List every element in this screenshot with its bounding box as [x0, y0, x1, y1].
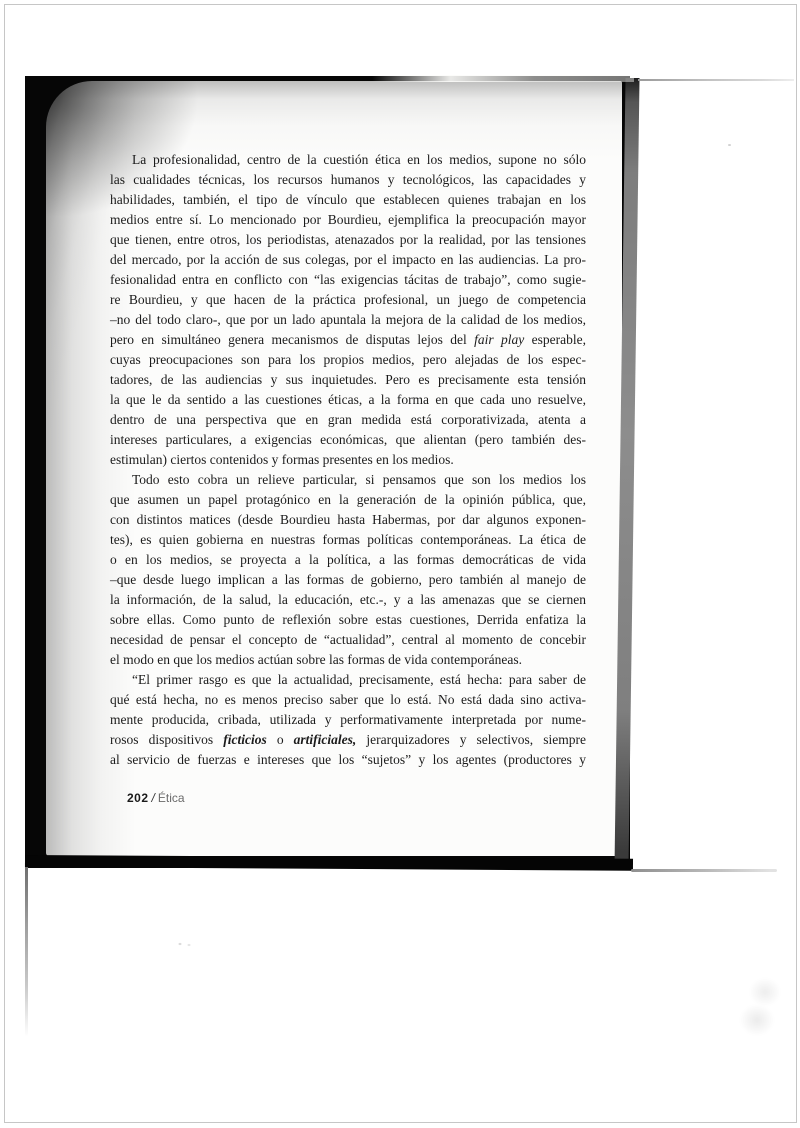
text-line: –no del todo claro-, que por un lado apuntala la mejora de la calidad de los medios,: [110, 312, 586, 327]
text-line: las cualidades técnicas, los recursos humanos y tecnológicos, las capacidades y: [110, 172, 586, 187]
text-line: La profesionalidad, centro de la cuestión ética en los medios, supone no sólo: [132, 152, 586, 167]
scanner-glass-line-bottom: [631, 869, 777, 872]
text-line: el modo en que los medios actúan sobre las formas de vida contemporáneas.: [110, 652, 523, 667]
text-line: medios entre sí. Lo mencionado por Bourdieu, ejemplifica la preocupación mayor: [110, 212, 586, 227]
scan-bottom-edge: [25, 855, 633, 871]
text-line: estimulan) ciertos contenidos y formas presentes en los medios.: [110, 452, 454, 467]
scan-top-edge-fade: [372, 75, 634, 82]
text-line: Todo esto cobra un relieve particular, si pensamos que son los medios los: [132, 472, 586, 487]
text-line: la información, de la salud, la educación, etc.-, y a las amenazas que se ciernen: [110, 592, 586, 607]
text-line: tes), es quien gobierna en nuestras formas políticas contemporáneas. La ética de: [110, 532, 586, 547]
page-footer: [127, 791, 185, 805]
text-line: la que le da sentido a las cuestiones éticas, a la forma en que cada uno resuelve,: [110, 392, 586, 407]
footer-separator: /: [151, 791, 155, 805]
scan-artifact-smudge: [177, 941, 193, 948]
text-line: mente producida, cribada, utilizada y performativamente interpretada por nume-: [110, 712, 586, 727]
text-line: necesidad de pensar el concepto de “actualidad”, central al momento de concebir: [110, 632, 586, 647]
text-line: sobre ellas. Como punto de reflexión sobre estas cuestiones, Derrida enfatiza la: [110, 612, 586, 627]
text-line: rosos dispositivos ficticios o artificiales, jerarquizadores y selectivos, siempre: [110, 732, 586, 747]
scan-artifact-noise: [735, 972, 783, 1042]
text-line: del mercado, por la acción de sus colegas, por el impacto en las audiencias. La pro-: [110, 252, 586, 267]
scan-left-edge-tail: [25, 867, 28, 1037]
text-line: que tienen, entre otros, los periodistas, atenazados por la realidad, por las tensiones: [110, 232, 586, 247]
scan-artifact-dot: [728, 144, 731, 146]
scanner-glass-line-top: [638, 79, 794, 81]
section-title: Ética: [157, 791, 185, 805]
text-line: al servicio de fuerzas e intereses que los “sujetos” y los agentes (productores y: [110, 752, 586, 767]
text-line: re Bourdieu, y que hacen de la práctica profesional, un juego de competencia: [110, 292, 586, 307]
text-line: dentro de una perspectiva que en gran medida está corporativizada, atenta a: [110, 412, 586, 427]
text-line: o en los medios, se proyecta a la política, a las formas democráticas de vida: [110, 552, 586, 567]
text-line: intereses particulares, a exigencias económicas, que alientan (pero también des-: [110, 432, 586, 447]
text-line: con distintos matices (desde Bourdieu hasta Habermas, por dar algunos exponen-: [110, 512, 586, 527]
text-line: tadores, de las audiencias y sus inquietudes. Pero es precisamente esta tensión: [110, 372, 586, 387]
page-number: 202: [127, 791, 149, 805]
text-line: qué está hecha, no es menos preciso saber que lo está. No está dada sino activa-: [110, 692, 586, 707]
text-line: “El primer rasgo es que la actualidad, precisamente, está hecha: para saber de: [132, 672, 586, 687]
page-text: [110, 150, 586, 770]
text-line: habilidades, también, el tipo de vínculo que establecen quienes trabajan en los: [110, 192, 586, 207]
text-line: cuyas preocupaciones son para los propios medios, pero alejadas de los espec-: [110, 352, 586, 367]
text-line: –que desde luego implican a las formas de gobierno, pero también al manejo de: [110, 572, 586, 587]
text-line: pero en simultáneo genera mecanismos de disputas lejos del fair play esperable,: [110, 332, 586, 347]
text-line: que asumen un papel protagónico en la generación de la opinión pública, que,: [110, 492, 586, 507]
text-line: fesionalidad entra en conflicto con “las exigencias tácitas de trabajo”, como sugie-: [110, 272, 586, 287]
